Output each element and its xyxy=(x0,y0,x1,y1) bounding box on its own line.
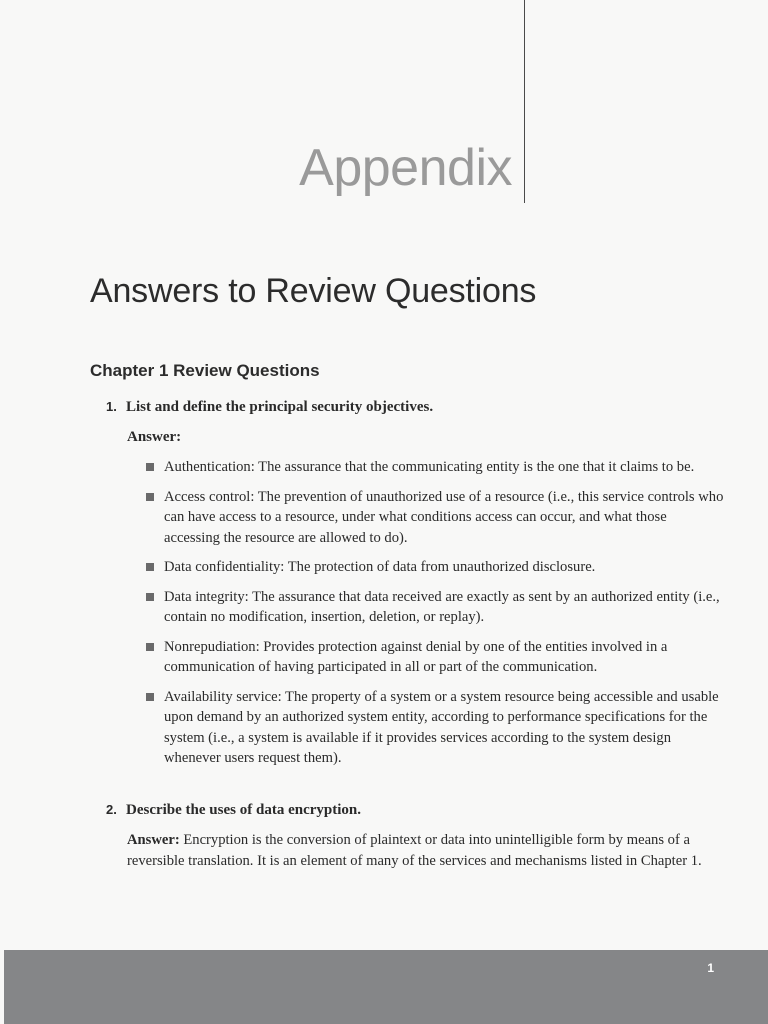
bullet-item-availability-service xyxy=(146,687,726,769)
question-1-number: 1. xyxy=(106,399,117,414)
bullet-square-icon xyxy=(146,593,154,601)
question-2-number: 2. xyxy=(106,802,117,817)
answer-1-bullet-list xyxy=(146,457,726,778)
section-title: Chapter 1 Review Questions xyxy=(90,361,320,380)
question-2-answer-label: Answer: xyxy=(127,832,180,848)
bullet-square-icon xyxy=(146,643,154,651)
page-title: Answers to Review Questions xyxy=(90,272,537,310)
bullet-square-icon xyxy=(146,463,154,471)
bullet-item-access-control xyxy=(146,487,726,549)
bullet-square-icon xyxy=(146,693,154,701)
question-2-answer-text: Encryption is the conversion of plaintext or data into unintelligible form by means of a reversible translation. It is an element of many of the services and mechanisms listed in Chapter 1. xyxy=(127,832,702,869)
question-2-text: Describe the uses of data encryption. xyxy=(126,802,361,818)
question-2 xyxy=(106,802,361,819)
bullet-text: Access control: The prevention of unauthorized use of a resource (i.e., this service controls who can have access to a resource, under what conditions access can occur, and what those accessing the resource are allowed to do). xyxy=(164,488,724,546)
bullet-square-icon xyxy=(146,493,154,501)
bullet-text: Nonrepudiation: Provides protection against denial by one of the entities involved in a communication of having participated in all or part of the communication. xyxy=(164,638,668,675)
question-1 xyxy=(106,399,433,416)
question-1-answer-label: Answer: xyxy=(127,429,182,445)
page-number: 1 xyxy=(707,961,714,975)
bullet-square-icon xyxy=(146,563,154,571)
page-footer-bar xyxy=(4,950,768,1024)
question-2-answer xyxy=(127,830,707,872)
bullet-text: Data confidentiality: The protection of data from unauthorized disclosure. xyxy=(164,559,596,575)
question-1-text: List and define the principal security objectives. xyxy=(126,399,434,415)
chapter-divider-line xyxy=(524,0,525,203)
bullet-text: Data integrity: The assurance that data received are exactly as sent by an authorized entity (i.e., contain no modification, insertion, deletion, or replay). xyxy=(164,588,720,625)
bullet-item-data-integrity xyxy=(146,587,726,628)
bullet-item-authentication xyxy=(146,457,726,478)
appendix-heading: Appendix xyxy=(299,139,512,197)
bullet-text: Authentication: The assurance that the communicating entity is the one that it claims to be. xyxy=(164,459,695,475)
bullet-item-data-confidentiality xyxy=(146,557,726,578)
bullet-text: Availability service: The property of a system or a system resource being accessible and usable upon demand by an authorized system entity, according to performance specifications for the system (i.e., a system is available if it provides services according to the system design whenever users request them). xyxy=(164,688,719,766)
bullet-item-nonrepudiation xyxy=(146,637,726,678)
